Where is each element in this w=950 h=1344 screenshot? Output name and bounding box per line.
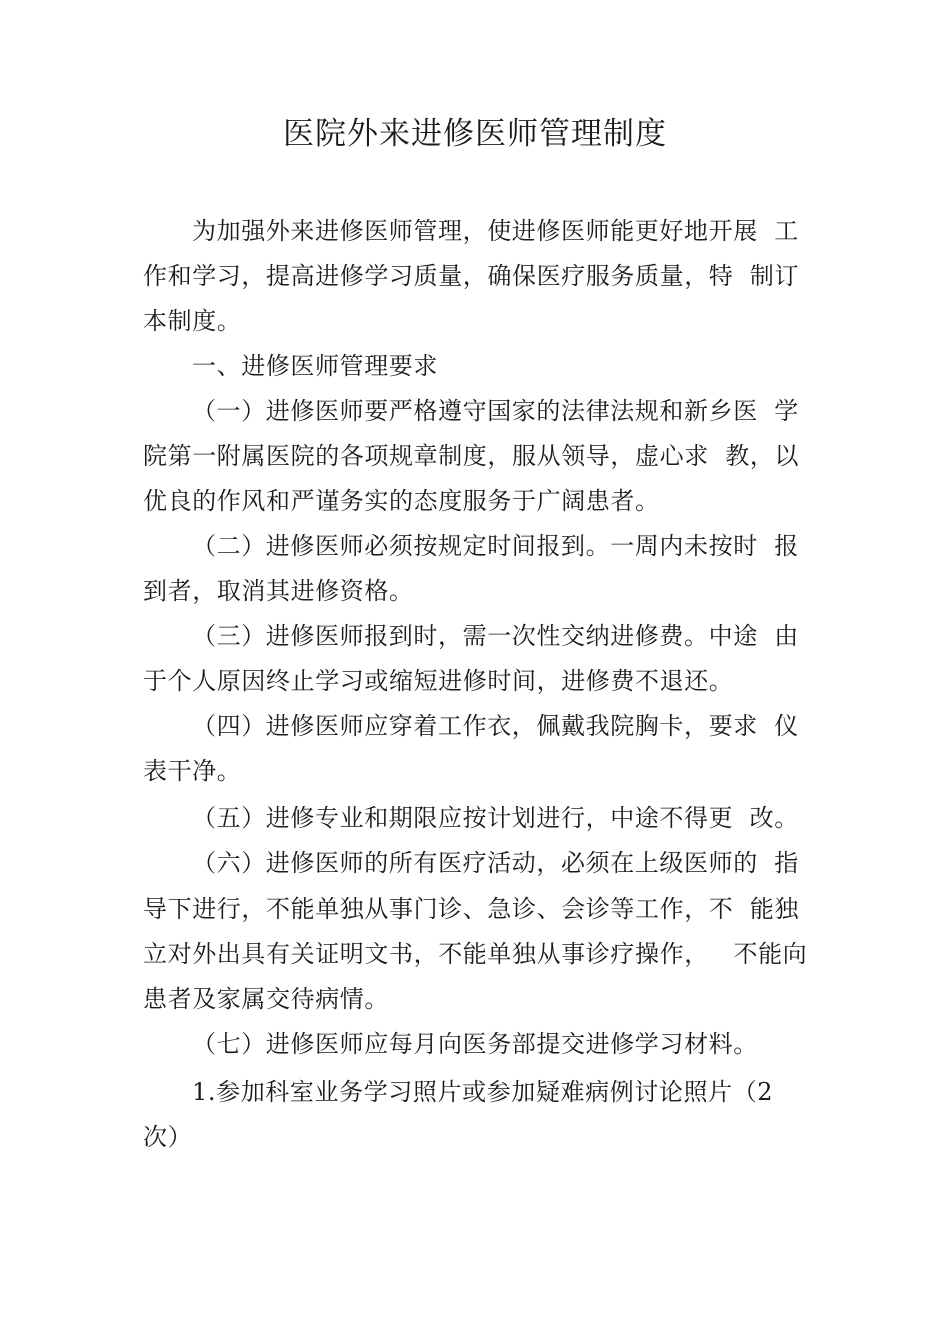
section-heading: 一、进修医师管理要求 xyxy=(192,352,438,380)
paragraph-line: 院第一附属医院的各项规章制度，服从领导，虚心求 教，以 xyxy=(143,442,800,470)
list-item-line: 1.参加科室业务学习照片或参加疑难病例讨论照片（2 xyxy=(192,1078,774,1106)
paragraph-line: 患者及家属交待病情。 xyxy=(143,985,389,1013)
paragraph-line: （一）进修医师要严格遵守国家的法律法规和新乡医 学 xyxy=(192,397,799,425)
paragraph-line: （三）进修医师报到时，需一次性交纳进修费。中途 由 xyxy=(192,622,799,650)
paragraph-line: （二）进修医师必须按规定时间报到。一周内未按时 报 xyxy=(192,532,799,560)
document-title: 医院外来进修医师管理制度 xyxy=(283,116,667,152)
paragraph-line: 表干净。 xyxy=(143,757,242,785)
paragraph-line: 优良的作风和严谨务实的态度服务于广阔患者。 xyxy=(143,487,660,515)
paragraph-line: （五）进修专业和期限应按计划进行，中途不得更 改。 xyxy=(192,804,799,832)
paragraph-line: （七）进修医师应每月向医务部提交进修学习材料。 xyxy=(192,1030,758,1058)
paragraph-line: 作和学习，提高进修学习质量，确保医疗服务质量，特 制订 xyxy=(143,262,800,290)
paragraph-line: 本制度。 xyxy=(143,307,242,335)
paragraph-line: 导下进行，不能单独从事门诊、急诊、会诊等工作，不 能独 xyxy=(143,895,800,923)
paragraph-line: 立对外出具有关证明文书，不能单独从事诊疗操作， 不能向 xyxy=(143,940,808,968)
paragraph-line: 为加强外来进修医师管理，使进修医师能更好地开展 工 xyxy=(192,217,799,245)
paragraph-line: （四）进修医师应穿着工作衣，佩戴我院胸卡，要求 仪 xyxy=(192,712,799,740)
paragraph-line: （六）进修医师的所有医疗活动，必须在上级医师的 指 xyxy=(192,849,799,877)
paragraph-line: 到者，取消其进修资格。 xyxy=(143,577,414,605)
list-item-line: 次） xyxy=(143,1123,193,1151)
paragraph-line: 于个人原因终止学习或缩短进修时间，进修费不退还。 xyxy=(143,667,734,695)
